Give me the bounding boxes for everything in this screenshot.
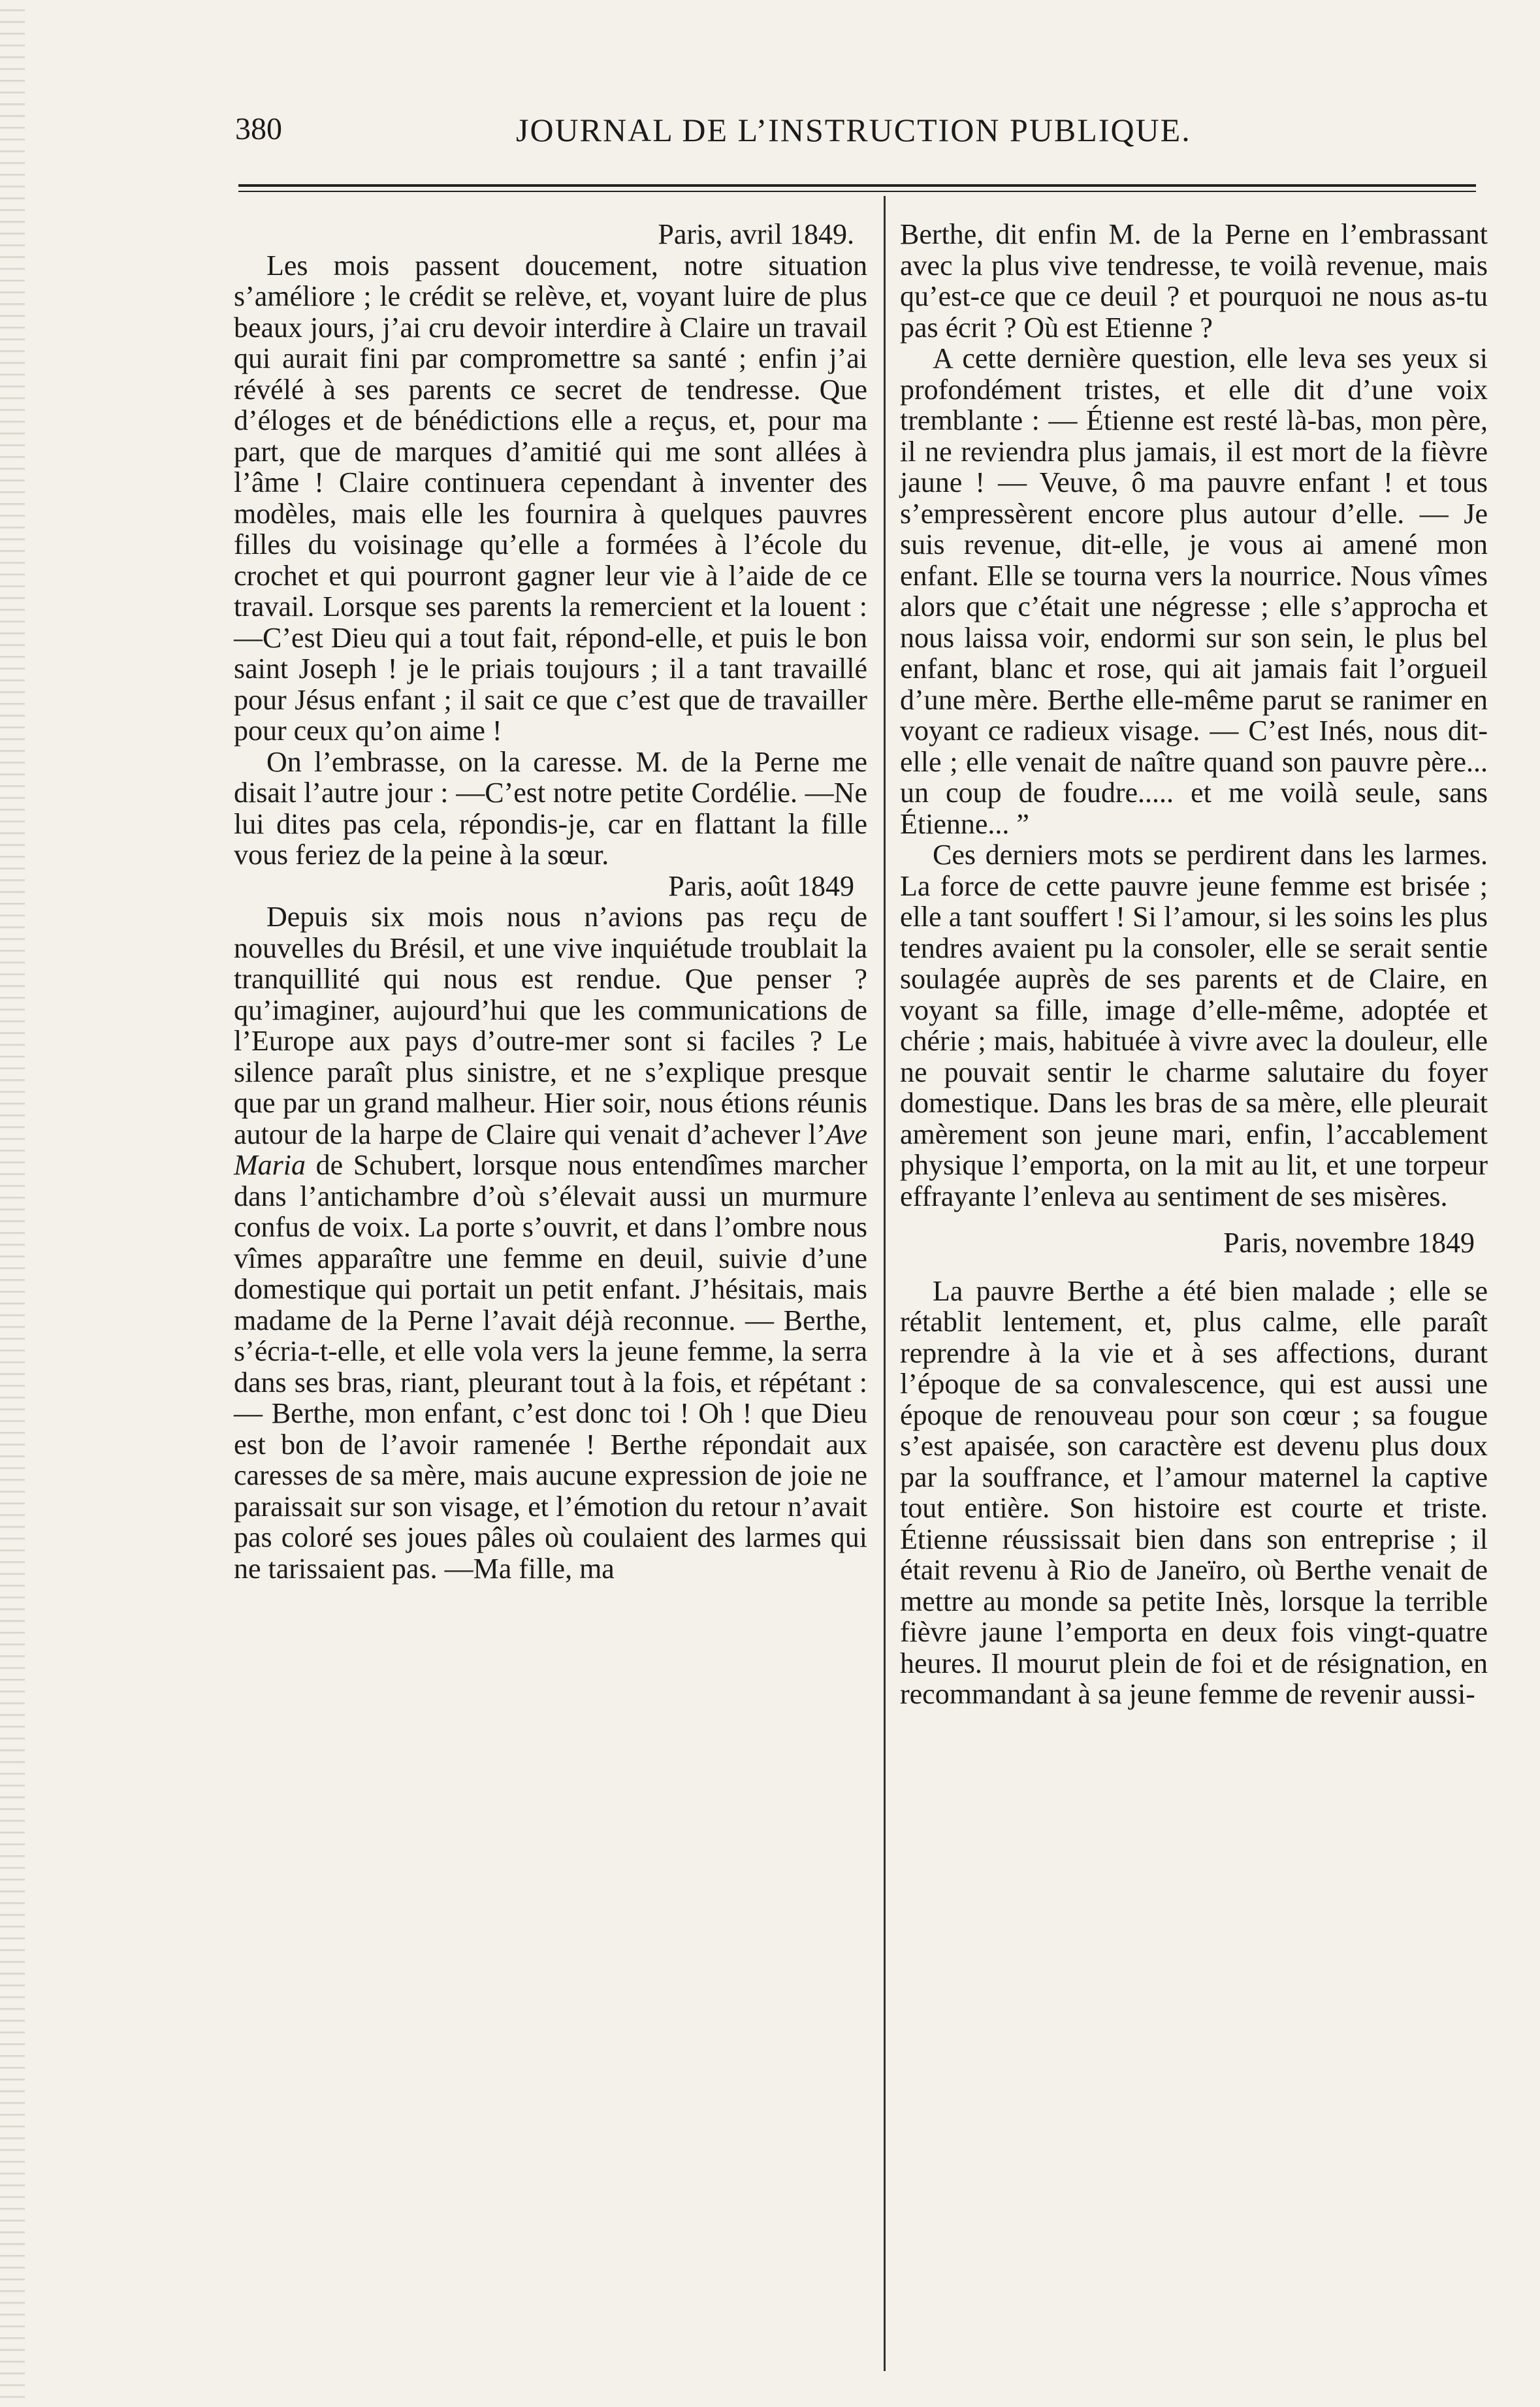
paragraph: Ces derniers mots se perdirent dans les larmes. La force de cette pauvre jeune femme est brisée ; elle a tant souffert ! Si l’amour, si les soins les plus tendres avaient pu la consoler, elle se serait sentie soulagée auprès de ses parents et de Claire, en voyant sa fille, image d’elle-même, adoptée et chérie ; mais, habituée à vivre avec la douleur, elle ne pouvait sentir le charme salutaire du foyer domestique. Dans les bras de sa mère, elle pleurait amèrement son jeune mari, enfin, l’accablement physique l’emporta, on la mit au lit, et une torpeur effrayante l’enleva au sentiment de ses misères. xyxy=(900,839,1488,1212)
header-rule xyxy=(238,184,1476,187)
paragraph: On l’embrasse, on la caresse. M. de la Perne me disait l’autre jour : —C’est notre petite Cordélie. —Ne lui dites pas cela, répondis-je, car en flattant la fille vous feriez de la peine à la sœur. xyxy=(234,745,867,871)
dateline-november: Paris, novembre 1849 xyxy=(1223,1227,1475,1259)
paragraph-text: Depuis six mois nous n’avions pas reçu de nouvelles du Brésil, et une vive inquiétude troublait la tranquillité qui nous est rendue. Que penser ? qu’imaginer, aujourd’hui que les communications de l’Europe aux pays d’outre-mer sont si faciles ? Le silence paraît plus sinistre, et ne s’explique presque que par un grand malheur. Hier soir, nous étions réunis autour de la harpe de Claire qui venait d’achever l’ xyxy=(234,901,867,1150)
paragraph: A cette dernière question, elle leva ses yeux si profondément tristes, et elle dit d’une voix tremblante : — Étienne est resté là-bas, mon père, il ne reviendra plus jamais, il est mort de la fièvre jaune ! — Veuve, ô ma pauvre enfant ! et tous s’empressèrent encore plus autour d’elle. — Je suis revenue, dit-elle, je vous ai amené mon enfant. Elle se tourna vers la nourrice. Nous vîmes alors que c’était une négresse ; elle s’approcha et nous laissa voir, endormi sur son sein, le plus bel enfant, blanc et rose, qui ait jamais fait l’orgueil d’une mère. Berthe elle-même parut se ranimer en voyant ce radieux visage. — C’est Inés, nous dit-elle ; elle venait de naître quand son pauvre père... un coup de foudre..... et me voilà seule, sans Étienne... ” xyxy=(900,342,1488,840)
right-column xyxy=(900,219,1488,1710)
paragraph xyxy=(234,901,867,1584)
paragraph-text: de Schubert, lorsque nous entendîmes marcher dans l’antichambre d’où s’élevait aussi un murmure confus de voix. La porte s’ouvrit, et dans l’ombre nous vîmes apparaître une femme en deuil, suivie d’une domestique qui portait un petit enfant. J’hésitais, mais madame de la Perne l’avait déjà reconnue. — Berthe, s’écria-t-elle, et elle vola vers la jeune femme, la serra dans ses bras, riant, pleurant tout à la fois, et répétant : — Berthe, mon enfant, c’est donc toi ! Oh ! que Dieu est bon de l’avoir ramenée ! Berthe répondait aux caresses de sa mère, mais aucune expression de joie ne paraissait sur son visage, et l’émotion du retour n’avait pas coloré ses joues pâles où coulaient des larmes qui ne tarissaient pas. —Ma fille, ma xyxy=(234,1149,867,1585)
journal-title: JOURNAL DE L’INSTRUCTION PUBLIQUE. xyxy=(516,112,1191,148)
left-column xyxy=(234,219,867,1584)
column-divider xyxy=(884,196,886,2371)
header-rule-thin xyxy=(238,191,1476,192)
dateline-april: Paris, avril 1849. xyxy=(658,218,854,250)
paragraph: Les mois passent doucement, notre situation s’améliore ; le crédit se relève, et, voyant luire de plus beaux jours, j’ai cru devoir interdire à Claire un travail qui aurait fini par compromettre sa santé ; enfin j’ai révélé à ses parents ce secret de tendresse. Que d’éloges et de bénédictions elle a reçus, et, pour ma part, que de marques d’amitié qui me sont allées à l’âme ! Claire continuera cependant à inventer des modèles, mais elle les fournira à quelques pauvres filles du voisinage qu’elle a formées à l’école du crochet et qui pourront gagner leur vie à l’aide de ce travail. Lorsque ses parents la remercient et la louent : —C’est Dieu qui a tout fait, répond-elle, et puis le bon saint Joseph ! je le priais toujours ; il a tant travaillé pour Jésus enfant ; il sait ce que c’est que de travailler pour ceux qu’on aime ! xyxy=(234,249,867,747)
italic-title: Ave Maria xyxy=(234,1118,867,1181)
paragraph: La pauvre Berthe a été bien malade ; elle se rétablit lentement, et, plus calme, elle paraît reprendre à la vie et à ses affections, durant l’époque de sa convalescence, qui est aussi une époque de renouveau pour son cœur ; sa fougue s’est apaisée, son caractère est devenu plus doux par la souffrance, et l’amour maternel la captive tout entière. Son histoire est courte et triste. Étienne réussissait bien dans son entreprise ; il était revenu à Rio de Janeïro, où Berthe venait de mettre au monde sa petite Inès, lorsque la terrible fièvre jaune l’emporta en deux fois vingt-quatre heures. Il mourut plein de foi et de résignation, en recommandant à sa jeune femme de revenir aussi- xyxy=(900,1274,1488,1710)
paragraph-continued: Berthe, dit enfin M. de la Perne en l’embrassant avec la plus vive tendresse, te voilà revenue, mais qu’est-ce que ce deuil ? et pourquoi ne nous as-tu pas écrit ? Où est Etienne ? xyxy=(900,218,1488,344)
scan-edge-artifact xyxy=(0,0,25,2407)
page-number: 380 xyxy=(235,112,282,146)
dateline-august: Paris, août 1849 xyxy=(668,869,854,902)
